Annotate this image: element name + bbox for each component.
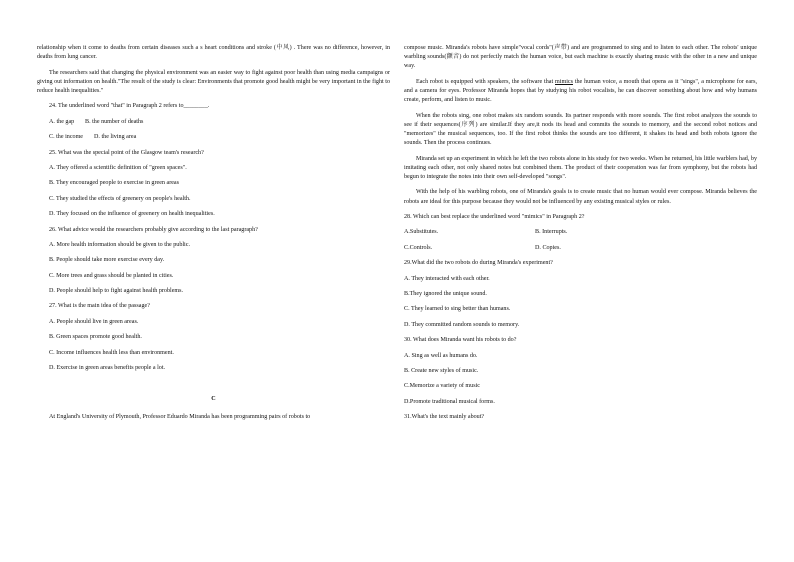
option-30a: A. Sing as well as humans do. xyxy=(404,352,478,359)
option-27c: C. Income influences health less than environment. xyxy=(49,349,174,356)
passage-paragraph: The researchers said that changing the physical environment was an easier way to fight against poor health than using media campaigns or giving out information on health."The result of the study is clear: Environments that promote good health might be very important in the fight to reduce health inequalities." xyxy=(37,69,390,94)
passage-paragraph xyxy=(404,78,757,106)
option-30c: C.Memorize a variety of music xyxy=(404,383,480,390)
question-26: 26. What advice would the researchers probably give according to the last paragraph? xyxy=(49,226,258,233)
option-24d: D. the living area xyxy=(94,134,137,141)
options-row xyxy=(404,244,757,253)
question-25: 25. What was the special point of the Glasgow team's research? xyxy=(49,149,204,156)
question-27: 27. What is the main idea of the passage? xyxy=(49,303,150,310)
passage-paragraph: When the robots sing, one robot makes six random sounds. Its partner responds with more sounds. The first robot analyzes the sounds to see if their sequences(序列) are similar.If they are,it nods its head and commits the sounds to memory, and the second robot notices and "memorizes" the musical sequences, too. If the first robot thinks the sounds are too different, it shakes its head and both robots ignore the sounds. Then the process continues. xyxy=(404,112,757,147)
paragraph-text: Each robot is equipped with speakers, the software that xyxy=(416,78,556,85)
option-25a: A. They offered a scientific definition of "green spaces". xyxy=(49,164,187,171)
passage-paragraph: With the help of his warbling robots, one of Miranda's goals is to create music that no human would ever compose. Miranda believes the robots are ideal for this purpose because they would not be influenced by any existing musical styles or rules. xyxy=(404,189,757,205)
options-row xyxy=(37,118,390,127)
option-25b: B. They encouraged people to exercise in green areas xyxy=(49,180,179,187)
option-26c: C. More trees and grass should be planted in cities. xyxy=(49,272,174,279)
option-24a: A. the gap xyxy=(49,118,75,125)
option-26b: B. People should take more exercise every day. xyxy=(49,257,165,264)
option-28a: A.Substitutes. xyxy=(404,229,439,236)
options-row xyxy=(37,133,390,142)
option-24c: C. the income xyxy=(49,134,84,141)
question-29: 29.What did the two robots do during Miranda's experiment? xyxy=(404,260,553,267)
question-31: 31.What's the text mainly about? xyxy=(404,414,485,421)
question-30: 30. What does Miranda want his robots to do? xyxy=(404,337,517,344)
paragraph-text: the human voice, a mouth that opens as it "sings", a microphone for ears, and a camera for eyes. Professor Miranda hopes that by studying his robot vocalists, he can discover something about how and why humans create, perform, and listen to music. xyxy=(404,78,758,104)
option-27a: A. People should live in green areas. xyxy=(49,318,139,325)
option-28c: C.Controls. xyxy=(404,244,433,251)
option-29b: B.They ignored the unique sound. xyxy=(404,290,487,297)
passage-paragraph: Miranda set up an experiment in which he left the two robots alone in his study for two weeks. When he returned, his little warblers had, by imitating each other, not only shared notes but combined them. The product of their cooperation was far from symphony, but the robots had begun to integrate the notes into their own self-developed "songs". xyxy=(404,155,757,180)
option-26d: D. People should help to fight against health problems. xyxy=(49,288,184,295)
option-28d: D. Copies. xyxy=(535,244,561,251)
passage-paragraph: At England's University of Plymouth, Professor Eduardo Miranda has been programming pairs of robots to xyxy=(49,414,311,421)
option-24b: B. the number of deaths xyxy=(85,118,144,125)
option-25c: C. They studied the effects of greenery on people's health. xyxy=(49,195,191,202)
passage-paragraph: compose music. Miranda's robots have simple"vocal cords"(声带) and are programmed to sing and to listen to each other. The robots' unique warbling sounds(颤音) do not perfectly match the human voice, but each machine is exactly sharing music with the other in a new and unique way. xyxy=(404,45,757,70)
question-24: 24. The underlined word "that" in Paragraph 2 refers to________. xyxy=(49,103,210,110)
option-27d: D. Exercise in green areas benefits people a lot. xyxy=(49,365,166,372)
option-30d: D.Promote traditional musical forms. xyxy=(404,398,495,405)
underlined-word: mimics xyxy=(555,78,573,85)
option-29c: C. They learned to sing better than humans. xyxy=(404,306,511,313)
option-25d: D. They focused on the influence of greenery on health inequalities. xyxy=(49,211,215,218)
section-heading: C xyxy=(211,396,216,403)
option-26a: A. More health information should be given to the public. xyxy=(49,241,190,248)
option-28b: B. Interrupts. xyxy=(535,229,568,236)
option-29d: D. They committed random sounds to memory. xyxy=(404,321,520,328)
option-29a: A. They interacted with each other. xyxy=(404,275,490,282)
option-27b: B. Green spaces promote good health. xyxy=(49,334,142,341)
passage-paragraph: relationship when it come to deaths from certain diseases such a s heart conditions and stroke (中风) . There was no difference, however, in deaths from lung cancer. xyxy=(37,45,390,61)
right-column xyxy=(404,44,757,422)
left-column xyxy=(37,44,390,423)
question-28: 28. Which can best replace the underlined word "mimics" in Paragraph 2? xyxy=(404,213,585,220)
options-row xyxy=(404,228,757,237)
option-30b: B. Create new styles of music. xyxy=(404,367,479,374)
